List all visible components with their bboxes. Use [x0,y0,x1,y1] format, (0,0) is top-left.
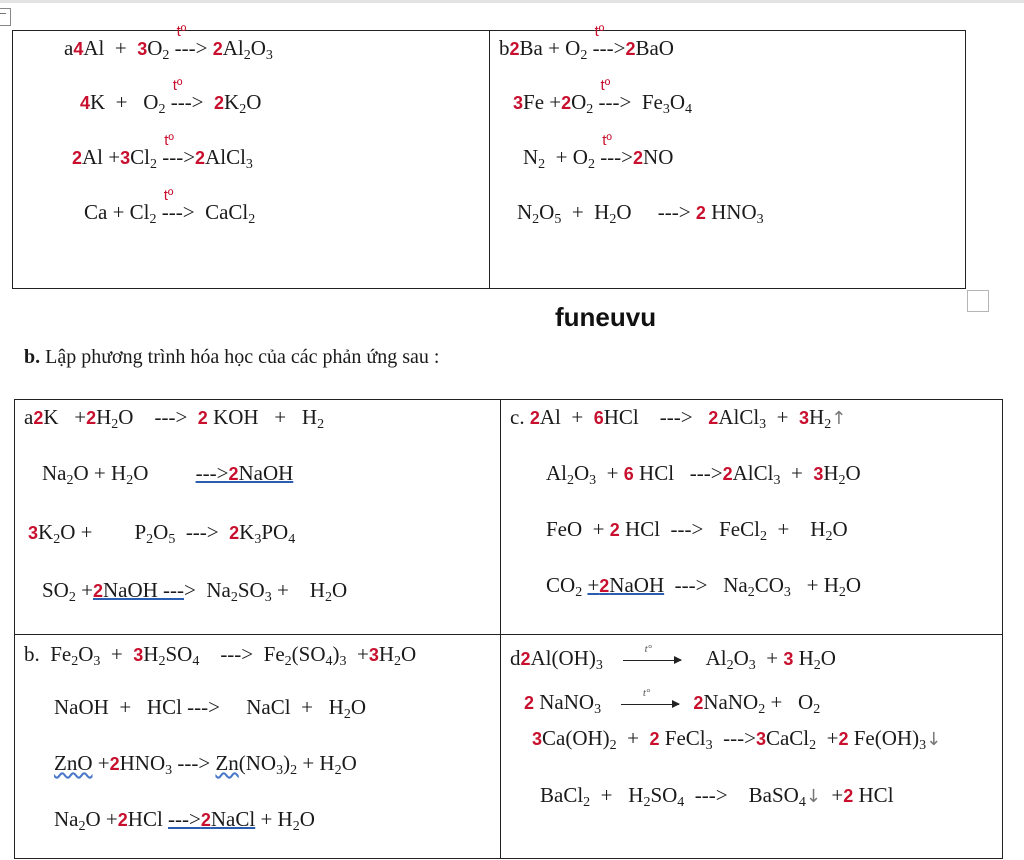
equation-a2: 4K + O2 tº ---> 2K2O [80,77,262,117]
equation-b4: N2O5 + H2O ---> 2 HNO3 [517,200,764,227]
equation-2d2: 2 NaNO3 t° 2NaNO2 + O2 [524,686,821,717]
watermark-text: funeuvu [555,302,657,332]
section-heading: b. Lập phương trình hóa học của các phản ứng sau : [24,346,440,368]
equation-b2: 3Fe +2O2 tº ---> Fe3O4 [513,77,693,117]
equation-a4: Ca + Cl2 tº ---> CaCl2 [84,187,256,227]
equation-2b2: NaOH + HCl ---> NaCl + H2O [54,695,367,722]
equation-2b4: Na2O +2HCl --->2NaCl + H2O [54,807,315,834]
equation-2d4: BaCl2 + H2SO4 ---> BaSO4↓ +2 HCl [540,783,894,810]
equation-a1: a4Al + 3O2 tº ---> 2Al2O3 [64,23,273,63]
table-2-divider-h [14,634,1003,635]
equation-2c1: c. 2Al + 6HCl ---> 2AlCl3 + 3H2↑ [510,405,847,432]
equation-2a4: SO2 +2NaOH ---> Na2SO3 + H2O [42,578,348,605]
equation-2d1: d2Al(OH)3 t° Al2O3 + 3 H2O [510,642,836,673]
equation-2c3: FeO + 2 HCl ---> FeCl2 + H2O [546,517,848,544]
equation-2c4: CO2 +2NaOH ---> Na2CO3 + H2O [546,573,862,600]
table-1-divider [489,30,490,289]
table-resize-handle[interactable] [967,290,989,312]
window-top-edge [0,0,1024,3]
equation-b3: N2 + O2 tº --->2NO [523,132,674,172]
table-2-divider-v [500,399,501,859]
equation-2c2: Al2O3 + 6 HCl --->2AlCl3 + 3H2O [546,461,861,488]
table-move-handle[interactable] [0,8,11,26]
equation-2a1: a2K +2H2O ---> 2 KOH + H2 [24,405,325,432]
equation-2a2: Na2O + H2O --->2NaOH [42,461,294,488]
equation-a3: 2Al +3Cl2 tº --->2AlCl3 [72,132,253,172]
equation-2d3: 3Ca(OH)2 + 2 FeCl3 --->3CaCl2 +2 Fe(OH)3↓ [532,726,942,753]
equation-b1: b2Ba + O2 tº --->2BaO [499,23,674,63]
equation-2b1: b. Fe2O3 + 3H2SO4 ---> Fe2(SO4)3 +3H2O [24,642,417,669]
equation-2b3: ZnO +2HNO3 ---> Zn(NO3)2 + H2O [54,751,357,778]
equation-2a3: 3K2O + P2O5 ---> 2K3PO4 [28,520,296,547]
